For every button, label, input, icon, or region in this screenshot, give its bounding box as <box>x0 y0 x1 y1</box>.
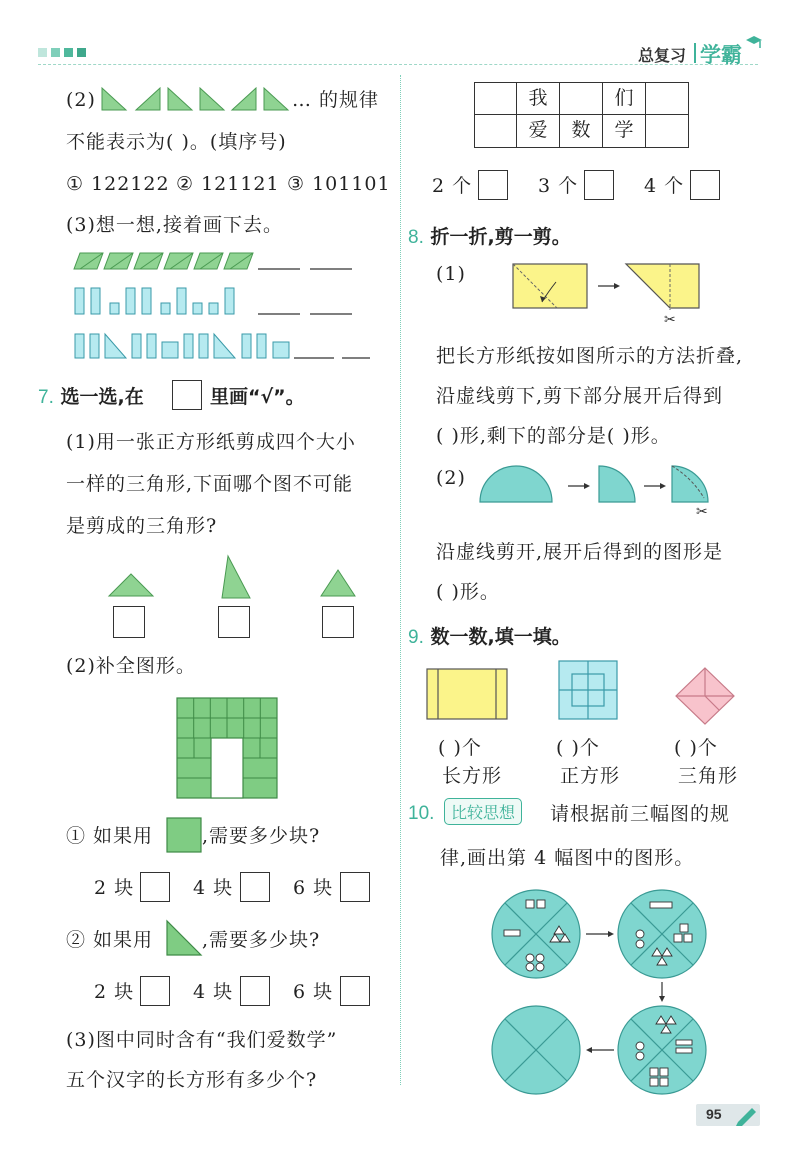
grid-cell: 学 <box>603 115 646 148</box>
q6-2-label: (2) <box>66 89 96 111</box>
q7-2a-opt-1-label: 2 块 <box>94 877 135 899</box>
pattern-circle-3 <box>618 1006 706 1094</box>
count-opt-2-box[interactable] <box>584 170 614 200</box>
q7-2b-opt-1-label: 2 块 <box>94 981 135 1003</box>
q8-2-line-2: ( )形。 <box>436 581 500 603</box>
q6-2-line2: 不能表示为( )。(填序号) <box>66 131 287 153</box>
header-brand: 学霸 <box>700 43 742 67</box>
q8-1-label: (1) <box>436 263 466 285</box>
q6-2-option-2: ② 121121 <box>176 173 280 195</box>
pattern-circle-2 <box>618 890 706 978</box>
count-opt-3-label: 4 个 <box>644 175 685 197</box>
scissors-icon: ✂ <box>696 504 708 520</box>
q9-title-text: 数一数,填一填。 <box>430 626 571 648</box>
page-number: 95 <box>706 1106 722 1122</box>
count-opt-2-label: 3 个 <box>538 175 579 197</box>
q7-2a-opt-2-label: 4 块 <box>193 877 234 899</box>
triangle-choice-c-icon <box>320 568 356 598</box>
q6-3-prompt: (3)想一想,接着画下去。 <box>66 214 283 236</box>
green-triangle-tile-icon <box>166 920 202 956</box>
q8-1-line-1: 把长方形纸按如图所示的方法折叠, <box>436 345 744 367</box>
triangle-choice-b-icon <box>220 554 252 600</box>
q7-2b-text-a: ② 如果用 <box>66 929 154 951</box>
triangle-choice-b-box[interactable] <box>218 606 250 638</box>
fold-semicircle-figure <box>478 458 718 520</box>
parallelogram-pattern <box>74 252 374 272</box>
q7-2b-opt-2-box[interactable] <box>240 976 270 1006</box>
q10-number: 10. <box>408 803 435 824</box>
q7-2b-opt-1-box[interactable] <box>140 976 170 1006</box>
grid-cell: 们 <box>603 82 646 115</box>
q10-line-1: 请根据前三幅图的规 <box>550 803 731 825</box>
grid-cell <box>474 82 517 115</box>
pattern-circle-1 <box>492 890 580 978</box>
green-square-tile-icon <box>166 817 202 853</box>
q7-title-b: 里画“√”。 <box>210 386 305 408</box>
arch-figure <box>177 698 277 800</box>
q7-2a-opt-1-box[interactable] <box>140 872 170 902</box>
q7-2a-text-a: ① 如果用 <box>66 825 154 847</box>
grid-cell <box>560 82 603 115</box>
grid-cell: 爱 <box>517 115 560 148</box>
q7-2b-opt-2-label: 4 块 <box>193 981 234 1003</box>
q9-label-2: 正方形 <box>560 765 621 787</box>
q10-line-2: 律,画出第 4 幅图中的图形。 <box>440 847 695 869</box>
q9-number: 9. <box>408 627 424 648</box>
circle-pattern-figure <box>490 888 740 1098</box>
q8-title <box>408 222 571 249</box>
triangle-pattern <box>100 86 290 112</box>
header-title: 总复习 <box>638 46 687 65</box>
q7-3-line-1: (3)图中同时含有“我们爱数学” <box>66 1029 338 1051</box>
rectangle-count-figure <box>426 668 508 720</box>
check-box-sample <box>172 380 202 410</box>
count-opt-1-label: 2 个 <box>432 175 473 197</box>
mixed-pattern <box>74 332 374 360</box>
q7-2a-opt-3-label: 6 块 <box>293 877 334 899</box>
count-opt-1-box[interactable] <box>478 170 508 200</box>
triangle-choice-a-icon <box>108 572 154 598</box>
column-divider <box>400 75 401 1085</box>
grid-cell <box>646 115 689 148</box>
grid-cell <box>646 82 689 115</box>
q6-2-rule: … 的规律 <box>292 89 380 111</box>
q7-2b-opt-3-label: 6 块 <box>293 981 334 1003</box>
grid-cell: 数 <box>560 115 603 148</box>
bar-pattern <box>74 286 374 316</box>
q8-title-text: 折一折,剪一剪。 <box>430 226 571 248</box>
q7-2a-opt-2-box[interactable] <box>240 872 270 902</box>
decor-squares-icon <box>38 46 88 58</box>
q9-blank-1: ( )个 <box>438 737 482 759</box>
q7-2b-text-b: ,需要多少块? <box>202 929 321 951</box>
q9-title <box>408 622 571 649</box>
character-grid <box>474 82 689 148</box>
q9-blank-2: ( )个 <box>556 737 600 759</box>
q8-2-label: (2) <box>436 467 466 489</box>
q7-title <box>38 382 144 409</box>
grid-cell: 我 <box>517 82 560 115</box>
q7-2-prompt: (2)补全图形。 <box>66 655 196 677</box>
q9-blank-3: ( )个 <box>674 737 718 759</box>
q9-label-3: 三角形 <box>678 765 739 787</box>
q8-1-line-3: ( )形,剩下的部分是( )形。 <box>436 425 671 447</box>
grid-cell <box>474 115 517 148</box>
q7-2b-opt-3-box[interactable] <box>340 976 370 1006</box>
triangle-choice-a-box[interactable] <box>113 606 145 638</box>
q7-1-line-3: 是剪成的三角形? <box>66 515 218 537</box>
q8-1-line-2: 沿虚线剪下,剪下部分展开后得到 <box>436 385 724 407</box>
q7-number: 7. <box>38 387 54 408</box>
q9-label-1: 长方形 <box>442 765 503 787</box>
q7-3-line-2: 五个汉字的长方形有多少个? <box>66 1069 318 1091</box>
count-opt-3-box[interactable] <box>690 170 720 200</box>
q7-2a-text-b: ,需要多少块? <box>202 825 321 847</box>
q6-2-option-3: ③ 101101 <box>287 173 391 195</box>
pattern-circle-4-blank[interactable] <box>492 1006 580 1094</box>
header-divider <box>694 43 696 63</box>
q10-tag: 比较思想 <box>444 798 522 825</box>
q7-title-a: 选一选,在 <box>60 386 144 408</box>
pencil-icon <box>734 1104 758 1126</box>
q6-2-option-1: ① 122122 <box>66 173 170 195</box>
square-count-figure <box>558 660 618 720</box>
q7-2a-opt-3-box[interactable] <box>340 872 370 902</box>
triangle-count-figure <box>674 666 736 726</box>
fold-rectangle-figure <box>512 262 702 328</box>
q8-2-line-1: 沿虚线剪开,展开后得到的图形是 <box>436 541 724 563</box>
q7-1-line-2: 一样的三角形,下面哪个图不可能 <box>66 473 354 495</box>
scissors-icon: ✂ <box>664 312 676 328</box>
q8-number: 8. <box>408 227 424 248</box>
q7-1-line-1: (1)用一张正方形纸剪成四个大小 <box>66 431 356 453</box>
graduation-cap-icon <box>744 34 762 52</box>
triangle-choice-c-box[interactable] <box>322 606 354 638</box>
